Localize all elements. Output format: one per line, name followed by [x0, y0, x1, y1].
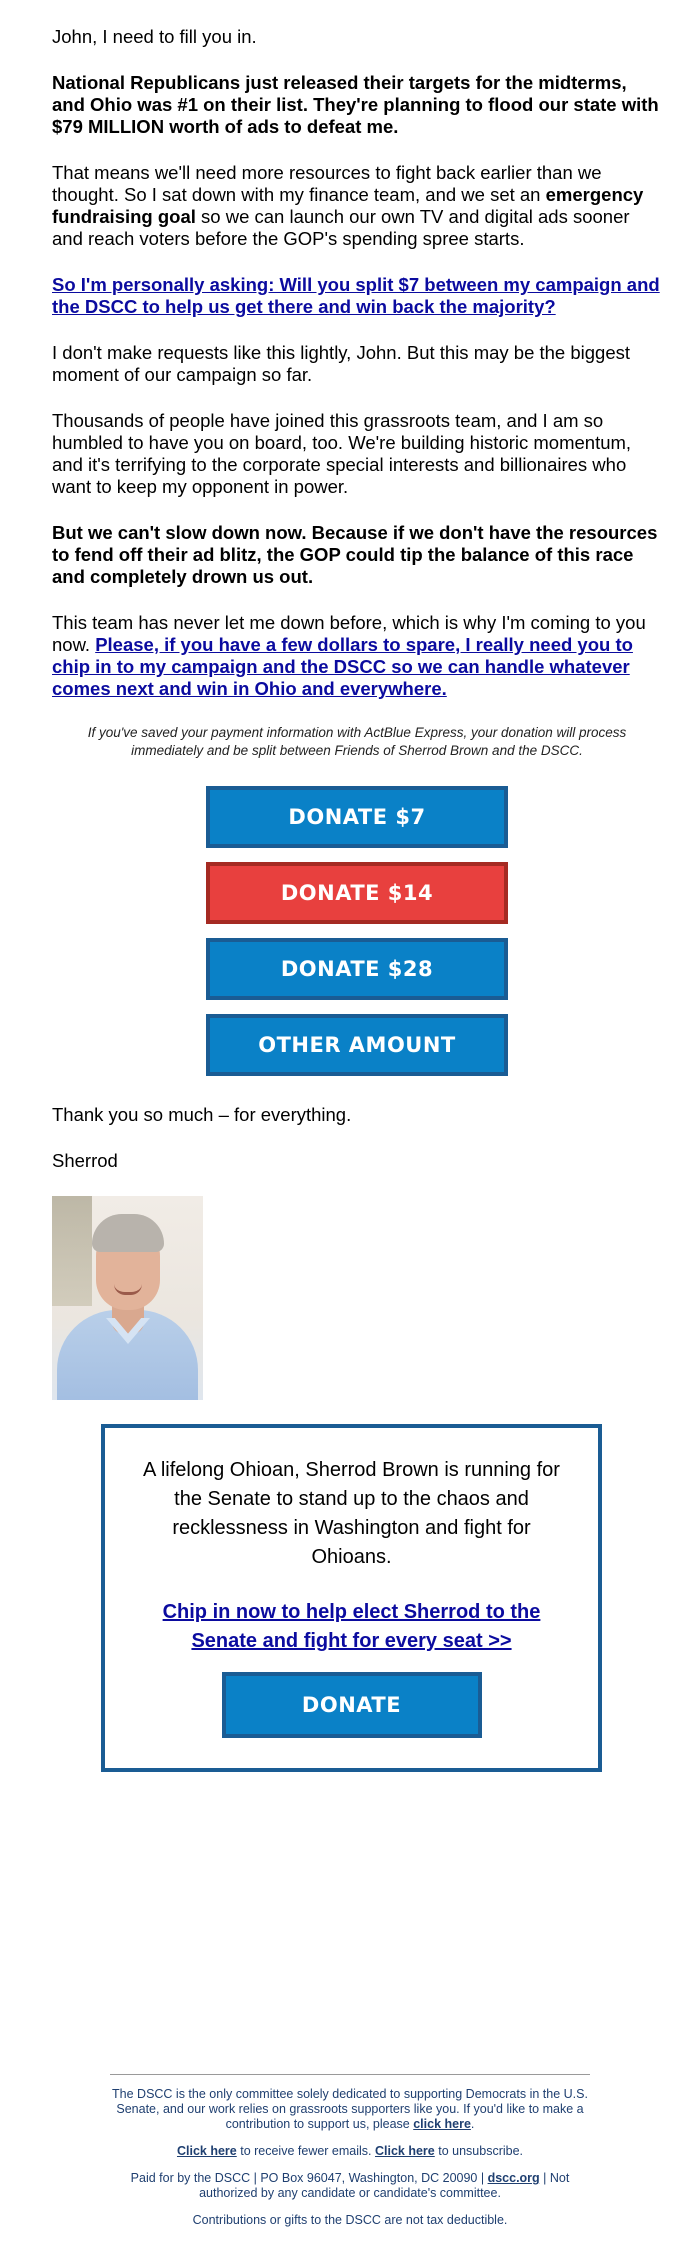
paragraph-targets: National Republicans just released their targets for the midterms, and Ohio was #1 on their list. They're planning to flood our state with $79 MILLION worth of ads to defeat me.	[52, 72, 659, 137]
footer-contribute-link[interactable]: click here	[413, 2117, 471, 2131]
footer-paid-for	[110, 2171, 590, 2201]
chip-in-link[interactable]: Please, if you have a few dollars to spare, I really need you to chip in to my campaign and the DSCC so we can handle whatever comes next and win in Ohio and everywhere.	[52, 634, 633, 699]
fewer-emails-text: to receive fewer emails.	[236, 2144, 375, 2158]
actblue-express-note: If you've saved your payment information with ActBlue Express, your donation will process immediately and be split between Friends of Sherrod Brown and the DSCC.	[87, 725, 627, 758]
footer-about	[110, 2087, 590, 2132]
footer-about-text: The DSCC is the only committee solely dedicated to supporting Democrats in the U.S. Senate, and our work relies on grassroots supporters like you. If you'd like to make a contribution to support us, please	[112, 2087, 588, 2131]
signature: Sherrod	[52, 1150, 118, 1171]
paragraph-grassroots: Thousands of people have joined this grassroots team, and I am so humbled to have you on board, too. We're building historic momentum, and it's terrifying to the corporate special interests and billionaires who want to keep my opponent in power.	[52, 410, 632, 497]
paid-for-disclaimer: | Not authorized by any candidate or candidate's committee.	[199, 2171, 570, 2200]
paragraph-ask	[52, 274, 662, 318]
paragraph-chip-in-text: This team has never let me down before, which is why I'm coming to you now.	[52, 612, 646, 655]
unsubscribe-link[interactable]: Click here	[375, 2144, 435, 2158]
donate-28-button[interactable]: DONATE $28	[206, 938, 508, 1000]
callout-text: A lifelong Ohioan, Sherrod Brown is running for the Senate to stand up to the chaos and recklessness in Washington and fight for Ohioans.	[143, 1459, 560, 1568]
fewer-emails-link[interactable]: Click here	[176, 2144, 237, 2158]
callout-donate-button[interactable]: DONATE	[222, 1672, 482, 1738]
footer-preferences	[110, 2144, 590, 2159]
paragraph-chip-in	[52, 612, 662, 700]
paragraph-resources-b: so we can launch our own TV and digital ads sooner and reach voters before the GOP's spending spree starts.	[52, 206, 630, 249]
paid-for-text: Paid for by the DSCC | PO Box 96047, Washington, DC 20090 |	[130, 2171, 488, 2185]
email-body	[52, 26, 662, 1400]
split-donation-link[interactable]: So I'm personally asking: Will you split $7 between my campaign and the DSCC to help us get there and win back the majority?	[52, 274, 660, 317]
paragraph-resources-bold: emergency fundraising goal	[52, 184, 644, 227]
footer	[110, 2074, 590, 2240]
donate-buttons	[52, 786, 662, 1090]
donate-7-button[interactable]: DONATE $7	[206, 786, 508, 848]
paragraph-request: I don't make requests like this lightly, John. But this may be the biggest moment of our campaign so far.	[52, 342, 631, 385]
footer-about-end: .	[470, 2117, 475, 2131]
paragraph-resources	[52, 162, 662, 250]
unsubscribe-text: to unsubscribe.	[434, 2144, 524, 2158]
callout-box	[101, 1424, 602, 1772]
callout-chip-in-link[interactable]: Chip in now to help elect Sherrod to the Senate and fight for every seat >>	[162, 1601, 541, 1652]
greeting: John, I need to fill you in.	[52, 26, 257, 47]
other-amount-button[interactable]: OTHER AMOUNT	[206, 1014, 508, 1076]
footer-tax-note: Contributions or gifts to the DSCC are not tax deductible.	[192, 2213, 508, 2227]
paragraph-resources-a: That means we'll need more resources to fight back earlier than we thought. So I sat down with my finance team, and we set an	[52, 162, 602, 205]
sherrod-brown-photo	[52, 1196, 203, 1400]
paragraph-urgency: But we can't slow down now. Because if we don't have the resources to fend off their ad blitz, the GOP could tip the balance of this race and completely drown us out.	[52, 522, 658, 587]
footer-divider	[110, 2074, 590, 2075]
thank-you: Thank you so much – for everything.	[52, 1104, 352, 1125]
dscc-site-link[interactable]: dscc.org	[487, 2171, 540, 2185]
donate-14-button[interactable]: DONATE $14	[206, 862, 508, 924]
